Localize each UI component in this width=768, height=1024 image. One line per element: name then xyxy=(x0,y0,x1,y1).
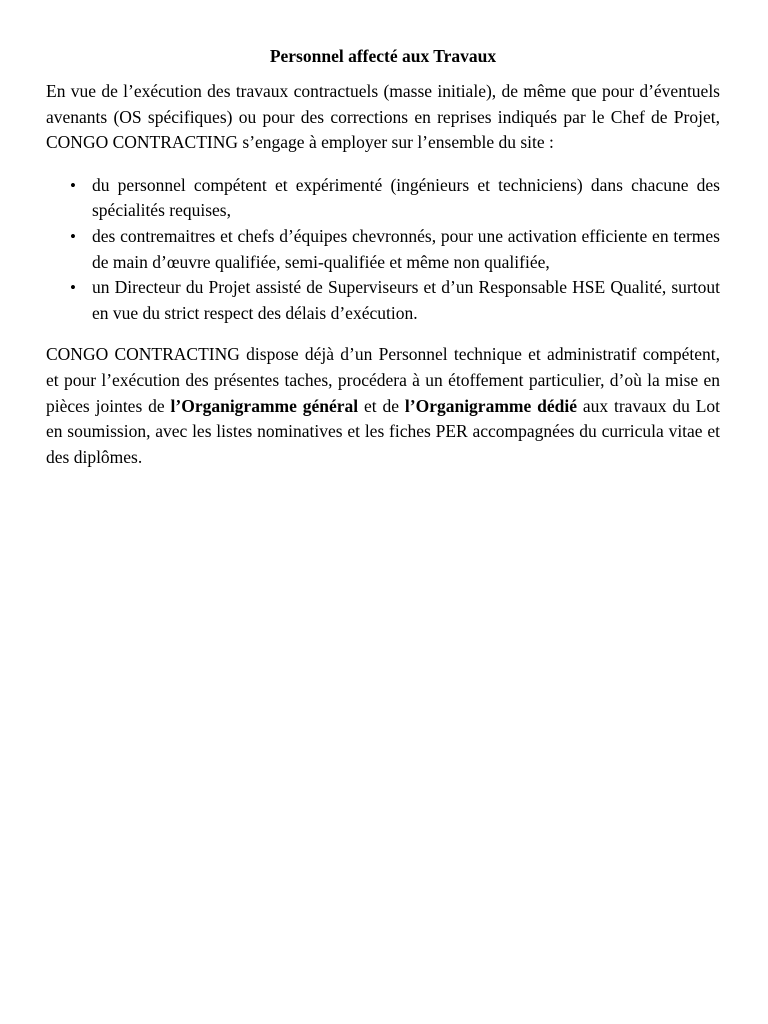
list-item-text: un Directeur du Projet assisté de Superviseurs et d’un Responsable HSE Qualité, surtout en vue du strict respect des délais d’exécution. xyxy=(92,277,720,323)
closing-text-part2: et de xyxy=(358,395,405,416)
document-page xyxy=(46,43,720,470)
list-item xyxy=(46,224,720,275)
org-chart-general-ref: l’Organigramme général xyxy=(170,395,359,416)
document-title: Personnel affecté aux Travaux xyxy=(269,46,497,66)
closing-paragraph xyxy=(46,342,720,470)
bullet-icon: • xyxy=(70,175,76,195)
bullet-icon: • xyxy=(70,278,76,298)
list-item xyxy=(46,173,720,224)
closing-text-part3: aux travaux du Lot en soumission, avec les listes nominatives et les fiches PER accompagnées du curricula vitae et des diplômes. xyxy=(46,395,720,467)
bullet-list xyxy=(46,173,720,327)
org-chart-dedicated-ref: l’Organigramme dédié xyxy=(404,395,577,416)
list-item-text: des contremaitres et chefs d’équipes chevronnés, pour une activation efficiente en termes de main d’œuvre qualifiée, semi-qualifiée et même non qualifiée, xyxy=(92,225,720,272)
list-item-text: du personnel compétent et expérimenté (ingénieurs et techniciens) dans chacune des spécialités requises, xyxy=(92,174,720,221)
intro-paragraph: En vue de l’exécution des travaux contractuels (masse initiale), de même que pour d’éventuels avenants (OS spécifiques) ou pour des corrections en reprises indiqués par le Chef de Projet, CONGO CONTRACTING s’engage à employer sur l’ensemble du site : xyxy=(46,81,720,153)
list-item xyxy=(46,275,720,326)
closing-text-part1: CONGO CONTRACTING dispose déjà d’un Personnel technique et administratif compétent, et pour l’exécution des présentes taches, procédera à un étoffement particulier, d’où la mise en pièces jointes de xyxy=(46,344,720,416)
bullet-icon: • xyxy=(70,226,76,246)
